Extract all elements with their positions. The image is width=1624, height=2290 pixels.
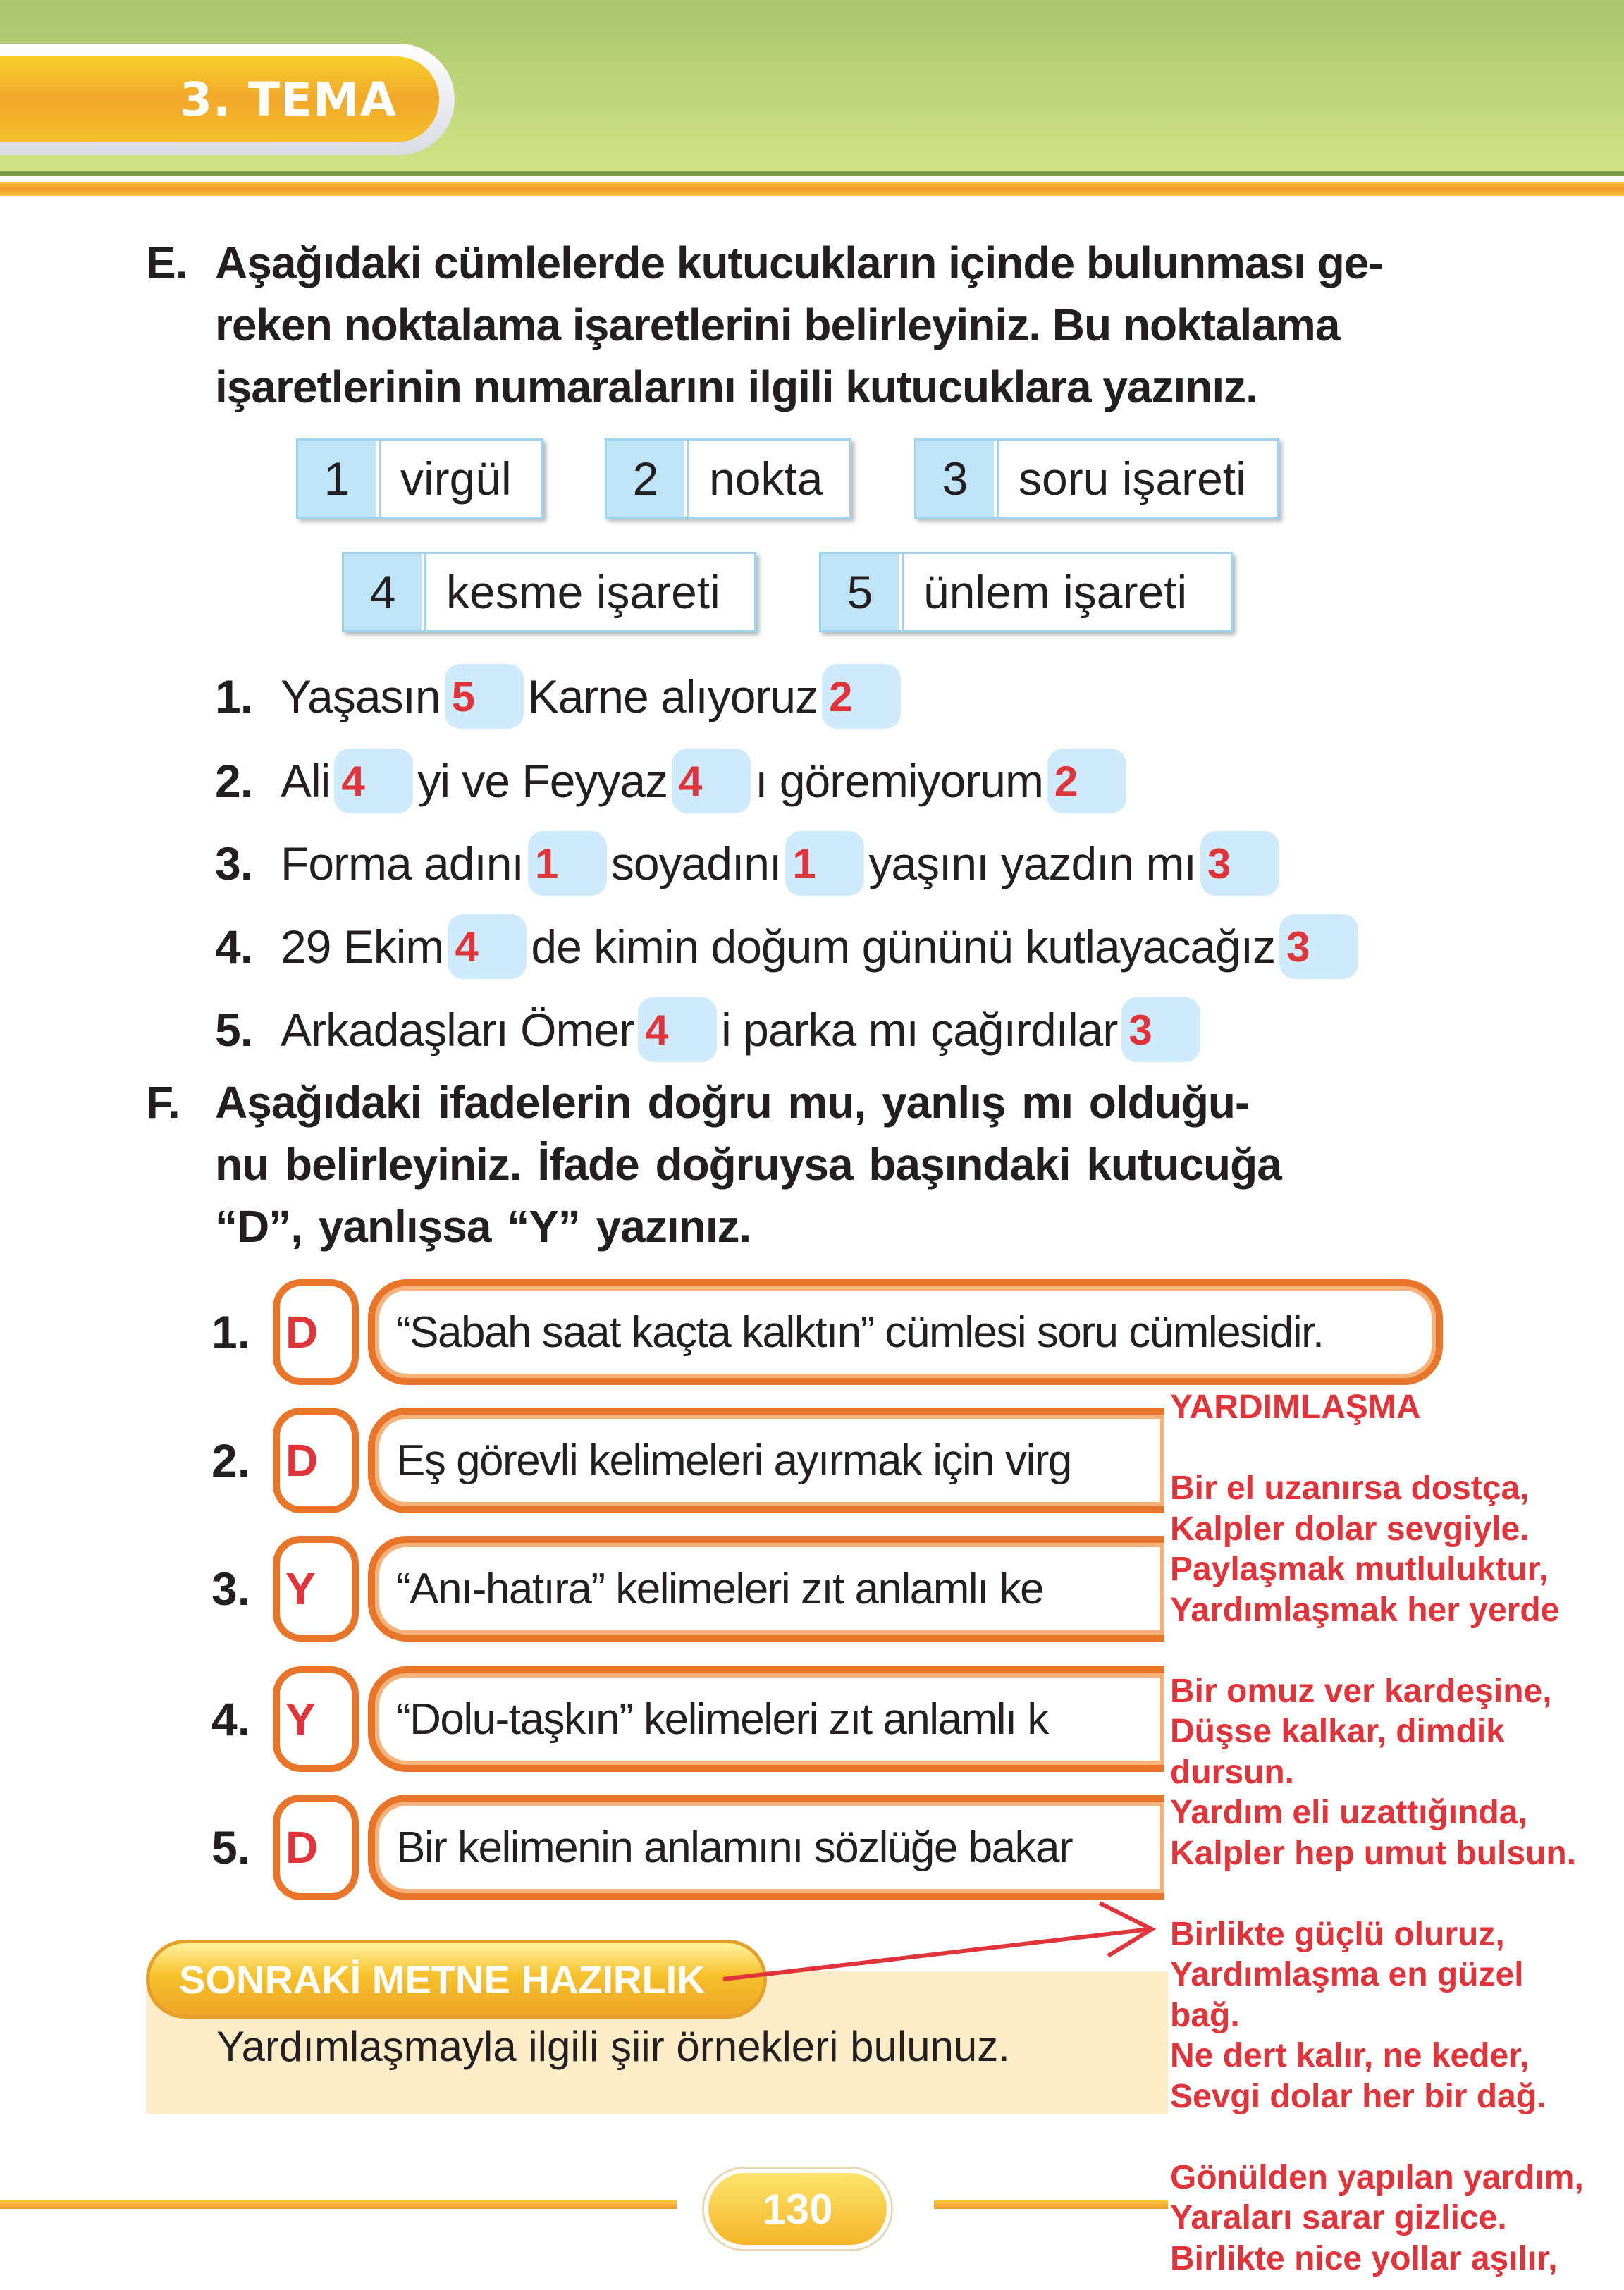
poem-line: Gönülden yapılan yardım, bbox=[1170, 2158, 1584, 2196]
poem-title: YARDIMLAŞMA bbox=[1170, 1389, 1421, 1426]
sentence-text: Ali bbox=[281, 755, 331, 807]
legend-number: 1 bbox=[298, 441, 379, 517]
sentence-text: yi ve Feyyaz bbox=[417, 755, 668, 807]
statement-text: “Sabah saat kaçta kalktın” cümlesi soru cümlesidir. bbox=[368, 1279, 1443, 1385]
poem-line: Düşse kalkar, dimdik bbox=[1170, 1713, 1505, 1750]
sentence-text: Karne alıyoruz bbox=[527, 670, 818, 722]
legend-number: 5 bbox=[821, 554, 902, 630]
poem-line: Bir omuz ver kardeşine, bbox=[1170, 1672, 1552, 1710]
theme-tab bbox=[0, 44, 455, 155]
poem-line: Kalpler hep umut bulsun. bbox=[1170, 1834, 1577, 1872]
sentence-text: 29 Ekim bbox=[281, 921, 444, 973]
legend-label: ünlem işareti bbox=[902, 554, 1231, 630]
heading-line: Aşağıdaki cümlelerde kutucukların içinde bulunması ge- bbox=[215, 238, 1383, 288]
legend-period bbox=[605, 438, 851, 519]
next-task-text: Yardımlaşmayla ilgili şiir örnekleri bulunuz. bbox=[216, 2023, 1010, 2070]
sentence-text: soyadını bbox=[610, 837, 782, 889]
footer-line-left bbox=[0, 2200, 677, 2209]
answer-box[interactable]: 4 bbox=[638, 997, 717, 1062]
legend-label: nokta bbox=[687, 441, 849, 517]
true-false-box[interactable]: D bbox=[273, 1795, 359, 1900]
statement-text: Eş görevli kelimeleri ayırmak için virg bbox=[368, 1408, 1164, 1513]
statement-1 bbox=[211, 1279, 1324, 1385]
sentence-3 bbox=[215, 828, 1284, 899]
footer-line-right bbox=[934, 2200, 1168, 2209]
statement-number: 1. bbox=[211, 1306, 251, 1358]
legend-number: 2 bbox=[607, 441, 687, 517]
answer-box[interactable]: 5 bbox=[445, 664, 524, 729]
answer-box[interactable]: 1 bbox=[785, 831, 864, 896]
answer-box[interactable]: 4 bbox=[448, 914, 527, 979]
heading-line: “D”, yanlışsa “Y” yazınız. bbox=[215, 1201, 751, 1252]
legend-number: 3 bbox=[916, 441, 997, 517]
sentence-text: Yaşasın bbox=[281, 670, 441, 722]
statement-5 bbox=[211, 1795, 1073, 1900]
answer-box[interactable]: 3 bbox=[1279, 914, 1358, 979]
statement-text: “Anı-hatıra” kelimeleri zıt anlamlı ke bbox=[368, 1536, 1164, 1642]
statement-number: 3. bbox=[211, 1563, 251, 1615]
sentence-text: yaşını yazdın mı bbox=[868, 837, 1196, 889]
statement-4 bbox=[211, 1666, 1048, 1772]
poem-line: dursun. bbox=[1170, 1753, 1294, 1791]
answer-box[interactable]: 2 bbox=[1047, 749, 1126, 813]
poem-line: Bir el uzanırsa dostça, bbox=[1170, 1470, 1530, 1507]
heading-line: Aşağıdaki ifadelerin doğru mu, yanlış mı olduğu- bbox=[215, 1077, 1250, 1128]
heading-line: işaretlerinin numaralarını ilgili kutucuklara yazınız. bbox=[215, 362, 1257, 412]
answer-box[interactable]: 2 bbox=[822, 664, 901, 729]
sentence-text: ı göremiyorum bbox=[755, 755, 1043, 807]
statement-text: “Dolu-taşkın” kelimeleri zıt anlamlı k bbox=[368, 1666, 1164, 1772]
section-f-letter: F. bbox=[146, 1077, 180, 1128]
page-number: 130 bbox=[704, 2169, 891, 2249]
statement-number: 5. bbox=[211, 1821, 251, 1873]
sentence-number: 2. bbox=[215, 755, 253, 807]
poem-line: Yardımlaşmak her yerde bbox=[1170, 1591, 1560, 1629]
poem-line: Birlikte güçlü oluruz, bbox=[1170, 1915, 1505, 1953]
legend-label: kesme işareti bbox=[424, 554, 754, 630]
sentence-text: Forma adını bbox=[281, 837, 524, 889]
poem-line: Paylaşmak mutluluktur, bbox=[1170, 1551, 1549, 1588]
sentence-1 bbox=[215, 661, 905, 732]
sentence-number: 4. bbox=[215, 921, 253, 973]
sentence-number: 5. bbox=[215, 1004, 253, 1056]
sentence-2 bbox=[215, 746, 1131, 816]
legend-exclamation bbox=[819, 552, 1233, 632]
true-false-box[interactable]: D bbox=[273, 1408, 359, 1513]
poem-line: Yardım eli uzattığında, bbox=[1170, 1794, 1527, 1831]
statement-text: Bir kelimenin anlamını sözlüğe bakar bbox=[368, 1795, 1164, 1900]
legend-apostrophe bbox=[342, 552, 756, 632]
legend-label: soru işareti bbox=[997, 441, 1277, 517]
legend-question-mark bbox=[914, 438, 1279, 519]
poem-line: bağ. bbox=[1170, 1996, 1240, 2034]
sentence-4 bbox=[215, 911, 1362, 982]
answer-box[interactable]: 3 bbox=[1200, 831, 1279, 896]
section-e-letter: E. bbox=[146, 238, 187, 288]
sentence-5 bbox=[215, 995, 1205, 1065]
sentence-text: i parka mı çağırdılar bbox=[721, 1004, 1118, 1056]
heading-line: nu belirleyiniz. İfade doğruysa başındaki kutucuğa bbox=[215, 1139, 1281, 1190]
poem-line: Yaraları sarar gizlice. bbox=[1170, 2199, 1507, 2236]
statement-2 bbox=[211, 1408, 1071, 1513]
sentence-number: 3. bbox=[215, 837, 253, 889]
poem bbox=[1168, 1387, 1624, 2279]
legend-comma bbox=[296, 438, 543, 519]
true-false-box[interactable]: Y bbox=[273, 1536, 359, 1642]
poem-line: Birlikte nice yollar aşılır, bbox=[1170, 2239, 1558, 2277]
poem-line: Yardımlaşma en güzel bbox=[1170, 1956, 1524, 1993]
answer-box[interactable]: 3 bbox=[1121, 997, 1200, 1062]
legend-number: 4 bbox=[344, 554, 424, 630]
poem-line: Sevgi dolar her bir dağ. bbox=[1170, 2077, 1546, 2115]
poem-line: Kalpler dolar sevgiyle. bbox=[1170, 1510, 1530, 1548]
statement-number: 4. bbox=[211, 1693, 251, 1745]
answer-box[interactable]: 1 bbox=[528, 831, 607, 896]
next-text-banner: SONRAKİ METNE HAZIRLIK bbox=[146, 1940, 767, 2019]
true-false-box[interactable]: D bbox=[273, 1279, 359, 1385]
poem-line: Ne dert kalır, ne keder, bbox=[1170, 2037, 1530, 2074]
sentence-text: de kimin doğum gününü kutlayacağız bbox=[531, 921, 1276, 973]
legend-label: virgül bbox=[379, 441, 541, 517]
sentence-number: 1. bbox=[215, 670, 253, 722]
poem-overlay bbox=[1168, 1387, 1624, 2290]
statement-number: 2. bbox=[211, 1434, 251, 1486]
header-stripe bbox=[0, 182, 1624, 196]
statement-3 bbox=[211, 1536, 1044, 1642]
heading-line: reken noktalama işaretlerini belirleyiniz. Bu noktalama bbox=[215, 300, 1340, 350]
theme-tab-label: 3. TEMA bbox=[0, 56, 439, 142]
section-f-heading bbox=[146, 1071, 1281, 1257]
answer-box[interactable]: 4 bbox=[334, 749, 413, 813]
true-false-box[interactable]: Y bbox=[273, 1666, 359, 1772]
sentence-text: Arkadaşları Ömer bbox=[281, 1004, 634, 1056]
answer-box[interactable]: 4 bbox=[672, 749, 751, 813]
section-e-heading bbox=[146, 232, 1383, 418]
